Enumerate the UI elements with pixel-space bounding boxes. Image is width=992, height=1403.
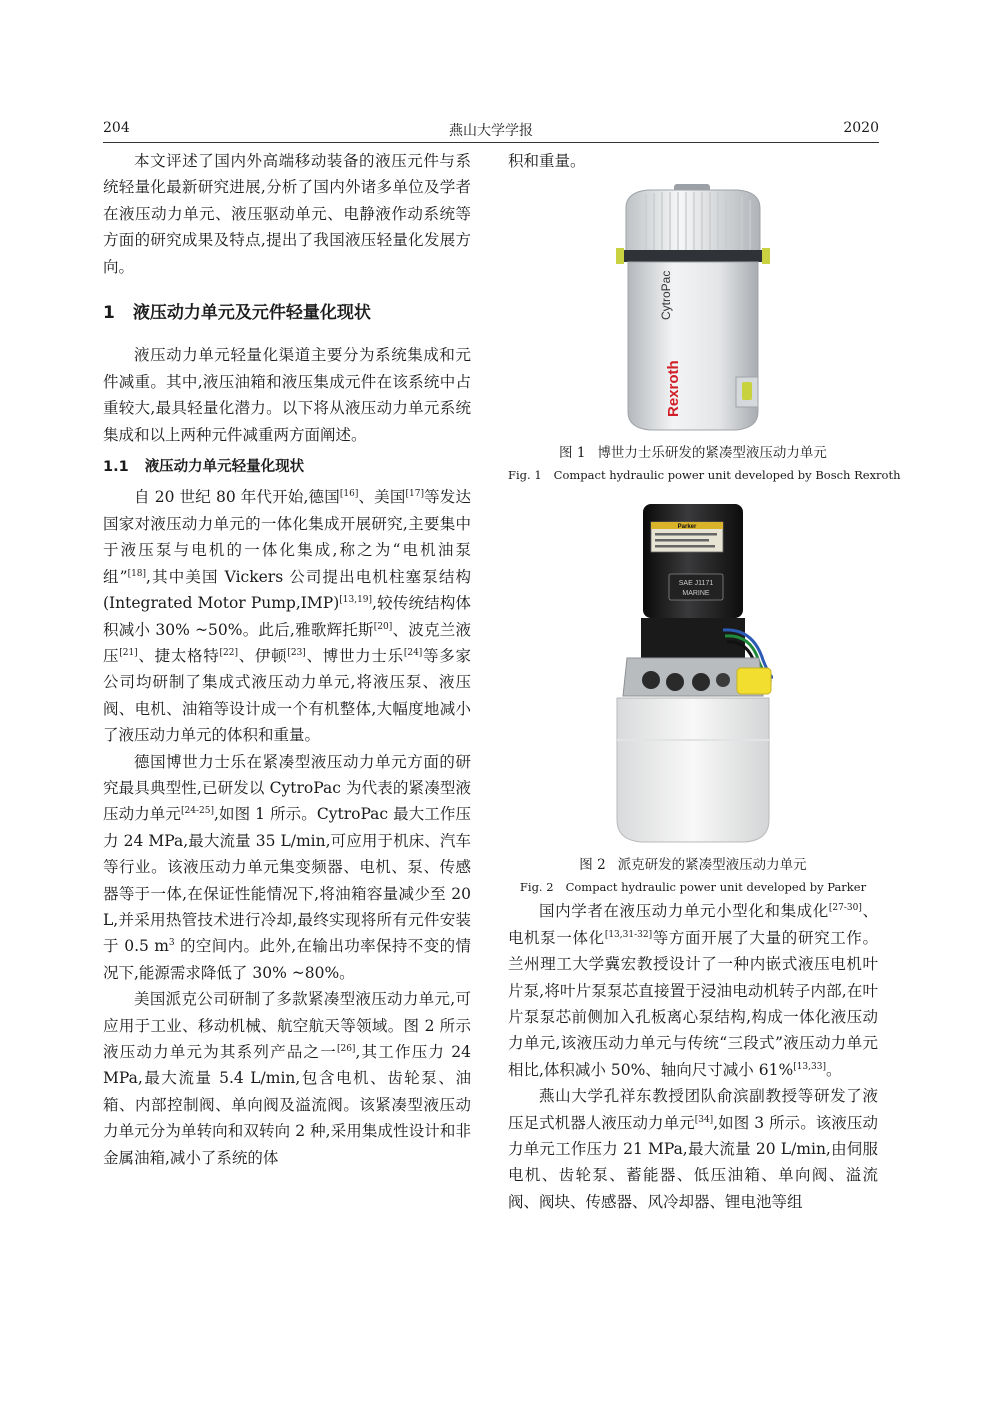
journal-name: 燕山大学学报	[449, 123, 533, 139]
citation[interactable]: [23]	[287, 647, 306, 658]
figure-2-caption-cn: 图 2 派克研发的紧凑型液压动力单元	[579, 857, 807, 874]
citation[interactable]: [18]	[127, 568, 147, 579]
history-paragraph: 自 20 世纪 80 年代开始,德国[16]、美国[17]等发达国家对液压动力单元的一体化集成开展研究,主要集中于液压泵与电机的一体化集成,称之为“电机油泵组”[18],其中美国 Vickers 公司提出电机柱塞泵结构(Integrated Motor Pump,IMP)[13,19],较传统结构体积减小 30% ~50%。此后,雅歌辉托斯[20]、波克兰液压[21]、捷太格特[22]、伊顿[23]、博世力士乐[24]等多家公司均研制了集成式液压动力单元,将液压泵、液压阀、电机、油箱等设计成一个有机整体,大幅度地减小了液压动力单元的体积和重量。	[103, 488, 471, 745]
continued-text: 积和重量。	[508, 152, 586, 170]
citation[interactable]: [13,31-32]	[604, 929, 653, 940]
figure-2-caption-en: Fig. 2 Compact hydraulic power unit developed by Parker	[519, 880, 867, 895]
ysu-research-paragraph: 燕山大学孔祥东教授团队俞滨副教授等研发了液压足式机器人液压动力单元[34],如图 3 所示。该液压动力单元工作压力 21 MPa,最大流量 20 L/min,由伺服电机、齿轮泵、蓄能器、低压油箱、单向阀、溢流阀、阀块、传感器、风冷却器、锂电池等组	[508, 1087, 878, 1211]
section-heading-1	[103, 300, 471, 326]
citation[interactable]: [16]	[339, 489, 359, 500]
citation[interactable]: [17]	[405, 489, 424, 500]
citation[interactable]: [34]	[694, 1114, 714, 1125]
subsection-heading-1-1	[103, 454, 471, 480]
left-column	[103, 148, 471, 1171]
parker-paragraph: 美国派克公司研制了多款紧凑型液压动力单元,可应用于工业、移动机械、航空航天等领域。图 2 所示液压动力单元为其系列产品之一[26],其工作压力 24 MPa,最大流量 5.4 L/min,包含电机、齿轮泵、油箱、内部控制阀、单向阀及溢流阀。该紧凑型液压动力单元分为单转向和双转向 2 种,采用集成性设计和非金属油箱,减小了系统的体	[103, 990, 471, 1167]
subsection-title: 液压动力单元轻量化现状	[144, 459, 305, 476]
superscript: 3	[168, 938, 175, 949]
citation[interactable]: [26]	[336, 1043, 356, 1054]
publication-year: 2020	[843, 120, 879, 136]
subsection-number: 1.1	[103, 459, 129, 476]
cytropac-image	[608, 182, 778, 434]
nameplate-line-2: MARINE	[682, 590, 710, 598]
domestic-research-paragraph: 国内学者在液压动力单元小型化和集成化[27-30]、电机泵一体化[13,31-32]等方面开展了大量的研究工作。兰州理工大学冀宏教授设计了一种内嵌式液压电机叶片泵,将叶片泵泵芯直接置于浸油电动机转子内部,在叶片泵泵芯前侧加入孔板离心泵结构,构成一体化液压动力单元,该液压动力单元与传统“三段式”液压动力单元相比,体积减小 50%、轴向尺寸减小 61%[13,33]。	[508, 902, 878, 1079]
citation[interactable]: [27-30]	[828, 903, 862, 914]
cytropac-label: CytroPac	[659, 271, 673, 321]
rexroth-paragraph: 德国博世力士乐在紧凑型液压动力单元方面的研究最具典型性,已研发以 CytroPac 为代表的紧凑型液压动力单元[24-25],如图 1 所示。CytroPac 最大工作压力 24 MPa,最大流量 35 L/min,可应用于机床、汽车等行业。该液压动力单元集变频器、电机、泵、传感器等于一体,在保证性能情况下,将油箱容量减少至 20 L,并采用热管技术进行冷却,最终实现将所有元件安装于 0.5 $m^3$ 的空间内。此外,在输出功率保持不变的情况下,能源需求降低了 30% ~80%。	[103, 752, 471, 982]
section1-paragraph: 液压动力单元轻量化渠道主要分为系统集成和元件减重。其中,液压油箱和液压集成元件在该系统中占重较大,最具轻量化潜力。以下将从液压动力单元系统集成和以上两种元件减重两方面阐述。	[103, 346, 471, 444]
figure-2	[508, 500, 878, 898]
citation[interactable]: [21]	[119, 647, 138, 658]
intro-paragraph: 本文评述了国内外高端移动装备的液压元件与系统轻量化最新研究进展,分析了国内外诸多单位及学者在液压动力单元、液压驱动单元、电静液作动系统等方面的研究成果及特点,提出了我国液压轻量化发展方向。	[103, 152, 471, 276]
citation[interactable]: [13,33]	[793, 1061, 826, 1072]
page-number: 204	[103, 120, 130, 136]
citation[interactable]: [22]	[219, 647, 238, 658]
figure-1	[508, 182, 901, 486]
section-number: 1	[103, 303, 115, 324]
citation[interactable]: [24-25]	[180, 806, 214, 817]
citation[interactable]: [20]	[373, 621, 393, 632]
section-title: 液压动力单元及元件轻量化现状	[132, 303, 371, 324]
parker-unit-image	[613, 500, 773, 846]
citation[interactable]: [13,19]	[339, 594, 373, 605]
running-header	[103, 118, 879, 143]
citation[interactable]: [24]	[403, 647, 423, 658]
right-column	[508, 148, 901, 1215]
figure-1-caption-en: Fig. 1 Compact hydraulic power unit developed by Bosch Rexroth	[508, 468, 901, 483]
figure-1-caption-cn: 图 1 博世力士乐研发的紧凑型液压动力单元	[559, 445, 827, 462]
rexroth-logo: Rexroth	[665, 360, 682, 418]
nameplate-line-1: SAE J1171	[678, 580, 714, 588]
parker-logo: Parker	[677, 524, 697, 531]
